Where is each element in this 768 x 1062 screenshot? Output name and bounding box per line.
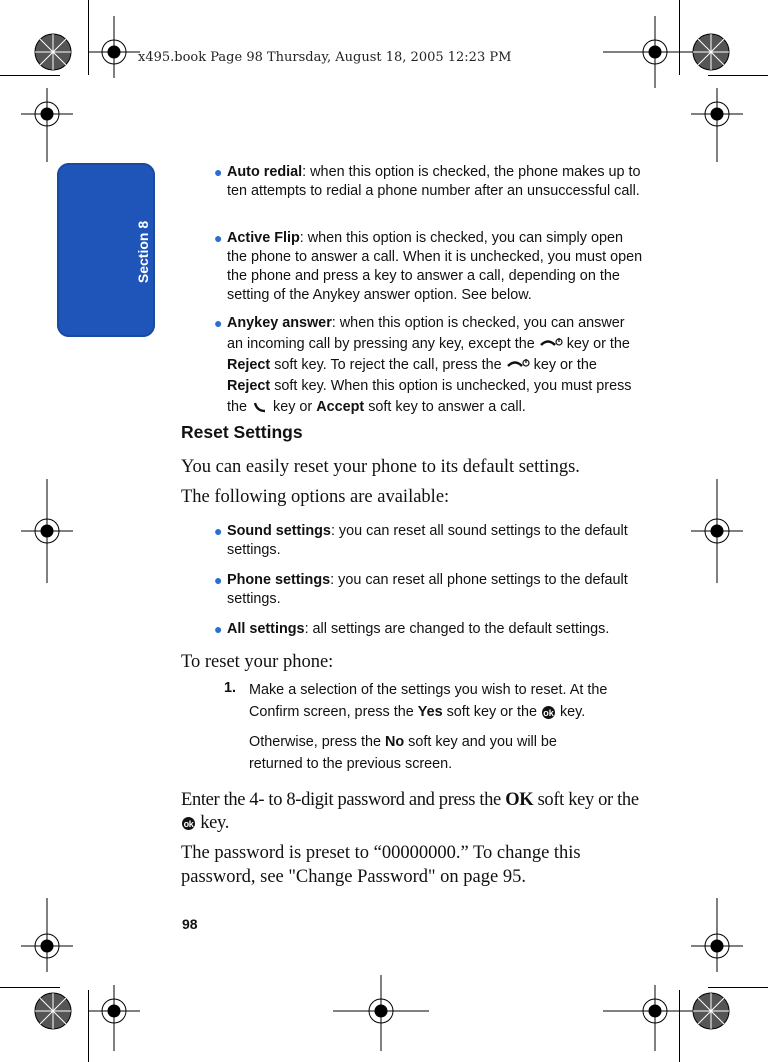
list-item xyxy=(215,522,643,560)
bullet-text: soft key. To reject the call, press the xyxy=(274,357,502,373)
bullet-text: soft key to answer a call. xyxy=(368,399,526,415)
step-text: Otherwise, press the xyxy=(249,734,381,750)
bullet-text: : when this option is checked, you can simply open the phone to answer a call. When it is unchecked, you must open the phone and press a key to answer a call, depending on the setting of the Anykey answer option. See below. xyxy=(227,230,643,303)
bullet-term: Anykey answer xyxy=(227,315,332,331)
bullet-term: All settings xyxy=(227,621,305,637)
bullet-term: Sound settings xyxy=(227,523,331,539)
ok-key-label: OK xyxy=(505,790,534,810)
bullet-text: soft key. When this option is unchecked, you must press the xyxy=(227,378,632,415)
paragraph xyxy=(181,789,646,835)
paragraph-text: Enter the 4- to 8-digit password and press the xyxy=(181,790,501,810)
section-tab-label: Section 8 xyxy=(135,220,151,284)
bullet-text: key or xyxy=(273,399,313,415)
bullet-text: key or the xyxy=(533,357,597,373)
reject-key-label: Reject xyxy=(227,378,271,394)
paragraph-text: key. xyxy=(200,813,230,833)
bullet-icon: ● xyxy=(214,621,223,637)
end-power-key-icon xyxy=(539,337,563,351)
end-power-key-icon xyxy=(506,358,530,372)
accept-key-label: Accept xyxy=(316,399,365,415)
svg-text:ok: ok xyxy=(183,819,194,830)
bullet-text: key or the xyxy=(566,336,630,352)
bullet-text: : when this option is checked, you can answer an incoming call by pressing any key, except the xyxy=(227,315,625,352)
bullet-term: Phone settings xyxy=(227,572,331,588)
bullet-term: Auto redial xyxy=(227,164,303,180)
paragraph: You can easily reset your phone to its default settings. xyxy=(181,457,580,477)
no-key-label: No xyxy=(384,734,405,750)
list-item xyxy=(215,163,643,201)
bullet-icon: ● xyxy=(214,230,223,246)
step-number: 1. xyxy=(224,680,237,696)
print-info-header: x495.book Page 98 Thursday, August 18, 2005 12:23 PM xyxy=(138,50,512,65)
ok-key-icon xyxy=(181,816,196,831)
list-item xyxy=(215,229,643,305)
bullet-text: : you can reset all sound settings to the default settings. xyxy=(227,523,628,558)
send-key-icon xyxy=(251,400,269,414)
yes-key-label: Yes xyxy=(417,704,443,720)
page-number: 98 xyxy=(182,916,198,932)
step-text: Make a selection of the settings you wish to reset. At the Confirm screen, press the xyxy=(249,682,608,720)
bullet-icon: ● xyxy=(214,572,223,588)
paragraph: The password is preset to “00000000.” To change this password, see "Change Password" on page 95. xyxy=(181,843,581,887)
bullet-text: : all settings are changed to the default settings. xyxy=(304,621,610,637)
list-item xyxy=(215,571,643,609)
ok-key-icon xyxy=(541,705,556,720)
list-item xyxy=(215,620,643,639)
bullet-icon: ● xyxy=(214,523,223,539)
step-text: soft key and you will be returned to the previous screen. xyxy=(249,734,557,772)
list-item xyxy=(215,313,643,418)
bullet-term: Active Flip xyxy=(227,230,300,246)
reject-key-label: Reject xyxy=(227,357,271,373)
bullet-icon: ● xyxy=(214,315,223,331)
step-text: key. xyxy=(559,704,586,720)
paragraph: The following options are available: xyxy=(181,487,450,507)
bullet-text: : when this option is checked, the phone makes up to ten attempts to redial a phone number after an unsuccessful call. xyxy=(227,164,641,199)
step-text: soft key or the xyxy=(446,704,537,720)
svg-text:ok: ok xyxy=(543,707,554,718)
paragraph: To reset your phone: xyxy=(181,652,334,672)
section-heading: Reset Settings xyxy=(181,422,303,442)
bullet-text: : you can reset all phone settings to the default settings. xyxy=(227,572,628,607)
paragraph-text: soft key or the xyxy=(537,790,639,810)
bullet-icon: ● xyxy=(214,164,223,180)
